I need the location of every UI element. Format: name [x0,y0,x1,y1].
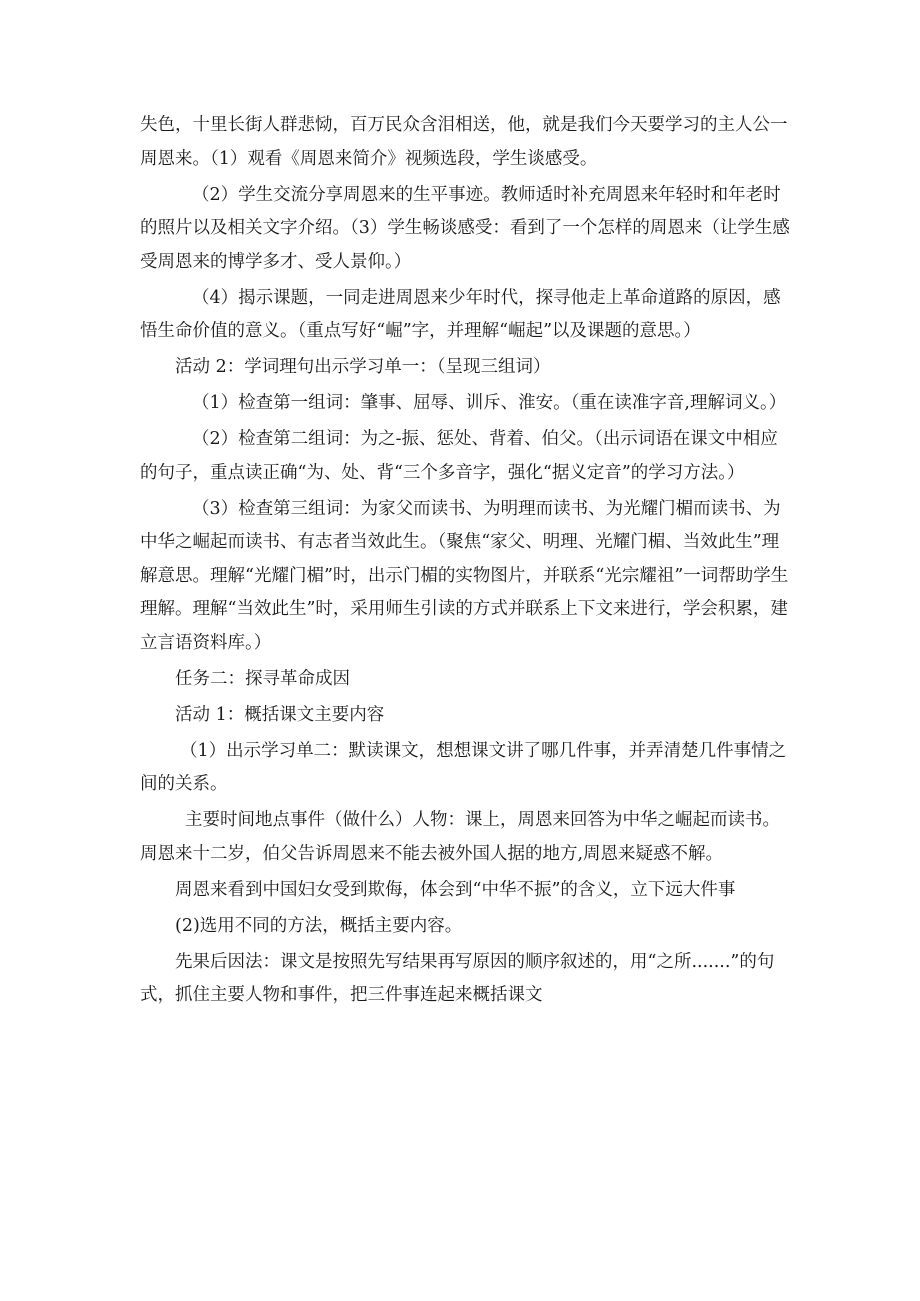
section-heading: 活动 1：概括课文主要内容 [175,704,385,725]
paragraph: 失色，十里长街人群悲恸，百万民众含泪相送，他，就是我们今天要学习的主人公一周恩来。（1）观看《周恩来简介》视频选段，学生谈感受。 [140,115,788,169]
paragraph: （4）揭示课题，一同走进周恩来少年时代，探寻他走上革命道路的原因，感悟生命价值的意义。（重点写好“崛”字，并理解“崛起”以及课题的意思。） [140,287,781,341]
paragraph: 先果后因法：课文是按照先写结果再写原因的顺序叙述的，用“之所.......”的句式，抓住主要人物和事件，把三件事连起来概括课文 [140,951,775,1005]
paragraph: 主要时间地点事件（做什么）人物：课上，周恩来回答为中华之崛起而读书。周恩来十二岁，伯父告诉周恩来不能去被外国人据的地方,周恩来疑惑不解。 [140,810,780,864]
paragraph: 周恩来看到中国妇女受到欺侮，体会到“中华不振”的含义，立下远大件事 [175,879,736,900]
document-body [140,109,790,1015]
paragraph: (2)选用不同的方法，概括主要内容。 [175,915,463,936]
paragraph: （3）检查第三组词：为家父而读书、为明理而读书、为光耀门楣而读书、为中华之崛起而读书、有志者当效此生。（聚焦“家父、明理、光耀门楣、当效此生”理解意思。理解“光耀门楣”时，出示门楣的实物图片，并联系“光宗耀祖”一词帮助学生理解。理解“当效此生”时，采用师生引读的方式并联系上下文来进行，学会积累，建立言语资料库。） [140,498,789,653]
section-heading: 活动 2：学词理句出示学习单一：（呈现三组词） [175,357,551,377]
section-heading: 任务二：探寻革命成因 [175,668,350,689]
paragraph: （1）出示学习单二：默读课文，想想课文讲了哪几件事，并弄清楚几件事情之间的关系。 [140,740,787,794]
paragraph: （2）检查第二组词：为之-振、惩处、背着、伯父。（出示词语在课文中相应的句子，重点读正确“为、处、背“三个多音字，强化“据义定音”的学习方法。） [140,429,778,483]
paragraph: （2）学生交流分享周恩来的生平事迹。教师适时补充周恩来年轻时和年老时的照片以及相关文字介绍。（3）学生畅谈感受：看到了一个怎样的周恩来（让学生感受周恩来的博学多才、受人景仰。） [140,184,790,272]
paragraph: （1）检查第一组词：肇事、屈辱、训斥、淮安。（重在读准字音,理解词义。） [192,393,787,413]
